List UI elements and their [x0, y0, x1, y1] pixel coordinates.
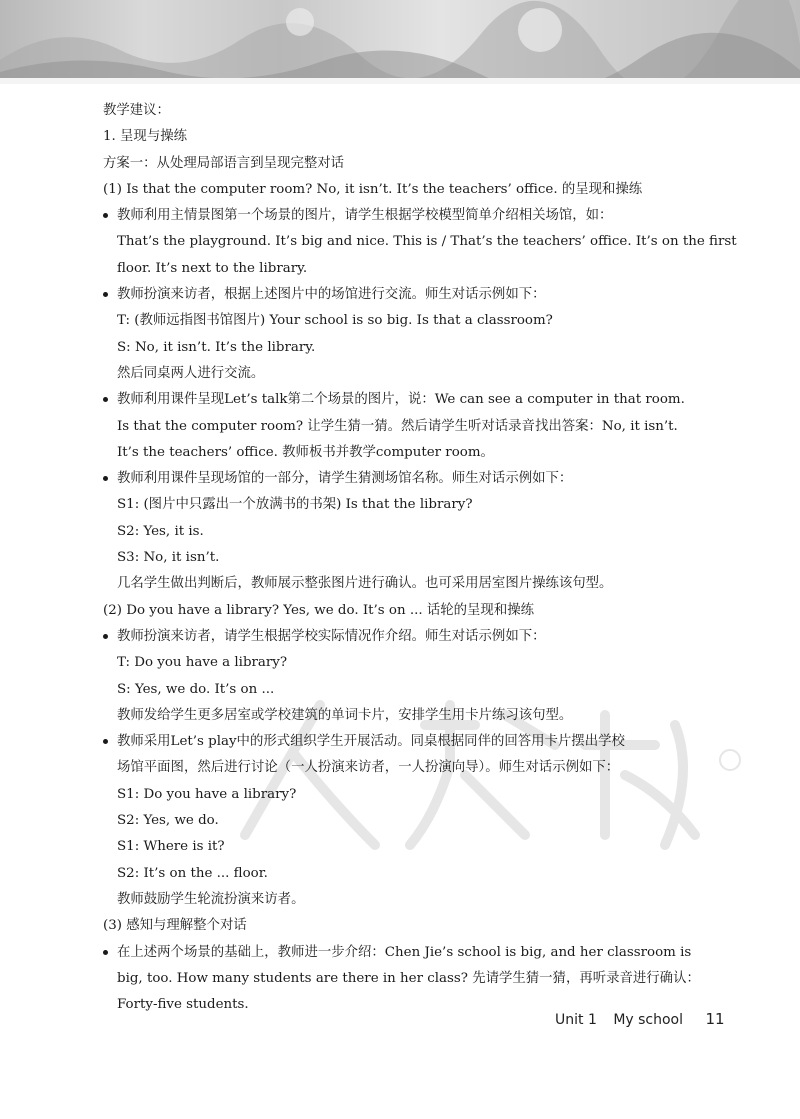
part-1-bullet-3: [103, 387, 723, 466]
page-footer: [555, 1010, 725, 1028]
part-1-bullet-1: [103, 203, 737, 282]
dialogue-line: S3: No, it isn’t.: [117, 550, 220, 566]
section-title: 1. 呈现与操练: [103, 129, 187, 145]
dialogue-line: S: No, it isn’t. It’s the library.: [117, 339, 316, 355]
dialogue-line: S: Yes, we do. It’s on ...: [117, 681, 275, 697]
paragraph-line: That’s the playground. It’s big and nice. This is / That’s the teachers’ office. It’s on the first: [117, 234, 737, 250]
page-number: 11: [705, 1010, 725, 1028]
paragraph-line: big, too. How many students are there in her class? 先请学生猜一猜，再听录音进行确认：: [117, 970, 700, 986]
part-3-bullet-1: [103, 940, 723, 1019]
bullet-icon: [103, 634, 108, 639]
part-1-bullet-4: [103, 466, 723, 597]
paragraph-line: 几名学生做出判断后，教师展示整张图片进行确认。也可采用居室图片操练该句型。: [117, 576, 613, 592]
plan-title: 方案一：从处理局部语言到呈现完整对话: [103, 155, 345, 171]
paragraph-line: 教师利用主情景图第一个场景的图片，请学生根据学校模型简单介绍相关场馆，如：: [117, 208, 613, 224]
paragraph-line: Is that the computer room? 让学生猜一猜。然后请学生听对话录音找出答案：No, it isn’t.: [117, 418, 678, 434]
dialogue-line: T: Do you have a library?: [117, 655, 288, 671]
banner-decoration: [0, 0, 800, 84]
bullet-icon: [103, 397, 108, 402]
paragraph-line: 教师采用Let’s play中的形式组织学生开展活动。同桌根据同伴的回答用卡片摆出学校: [117, 734, 625, 750]
paragraph-line: 然后同桌两人进行交流。: [117, 365, 265, 381]
part-1-bullet-2: [103, 282, 723, 387]
part-2-bullet-2: [103, 729, 723, 913]
bullet-icon: [103, 213, 108, 218]
paragraph-line: 教师利用课件呈现Let’s talk第二个场景的图片，说：We can see a computer in that room.: [117, 392, 685, 408]
paragraph-line: 场馆平面图，然后进行讨论（一人扮演来访者，一人扮演向导）。师生对话示例如下：: [117, 760, 620, 776]
part-2-title: (2) Do you have a library? Yes, we do. It’s on ... 话轮的呈现和操练: [103, 602, 534, 618]
paragraph-line: 在上述两个场景的基础上，教师进一步介绍：Chen Jie’s school is big, and her classroom is: [117, 944, 692, 960]
paragraph-line: 教师扮演来访者，请学生根据学校实际情况作介绍。师生对话示例如下：: [117, 628, 546, 644]
dialogue-line: S1: (图片中只露出一个放满书的书架) Is that the library?: [117, 497, 473, 513]
paragraph-line: It’s the teachers’ office. 教师板书并教学computer room。: [117, 444, 494, 460]
paragraph-line: Forty-five students.: [117, 997, 249, 1013]
header-banner: [0, 0, 800, 84]
document-body: [103, 98, 737, 1018]
dialogue-line: S2: Yes, it is.: [117, 523, 204, 539]
bullet-icon: [103, 476, 108, 481]
dialogue-line: S1: Do you have a library?: [117, 786, 297, 802]
paragraph-line: 教师利用课件呈现场馆的一部分，请学生猜测场馆名称。师生对话示例如下：: [117, 471, 573, 487]
dialogue-line: S2: Yes, we do.: [117, 813, 219, 829]
section-heading: 教学建议：: [103, 103, 170, 118]
bullet-icon: [103, 950, 108, 955]
part-3-title: (3) 感知与理解整个对话: [103, 918, 247, 934]
dialogue-line: S2: It’s on the ... floor.: [117, 865, 268, 881]
paragraph-line: floor. It’s next to the library.: [117, 260, 308, 276]
bullet-icon: [103, 292, 108, 297]
dialogue-line: T: (教师远指图书馆图片) Your school is so big. Is that a classroom?: [117, 313, 553, 329]
bullet-icon: [103, 739, 108, 744]
footer-title: My school: [613, 1012, 684, 1028]
footer-unit: Unit 1: [555, 1012, 597, 1028]
part-2-bullet-1: [103, 624, 723, 729]
part-1-title: (1) Is that the computer room? No, it isn’t. It’s the teachers’ office. 的呈现和操练: [103, 181, 643, 197]
paragraph-line: 教师发给学生更多居室或学校建筑的单词卡片，安排学生用卡片练习该句型。: [117, 707, 573, 723]
dialogue-line: S1: Where is it?: [117, 839, 225, 855]
paragraph-line: 教师扮演来访者，根据上述图片中的场馆进行交流。师生对话示例如下：: [117, 287, 546, 303]
paragraph-line: 教师鼓励学生轮流扮演来访者。: [117, 891, 305, 907]
